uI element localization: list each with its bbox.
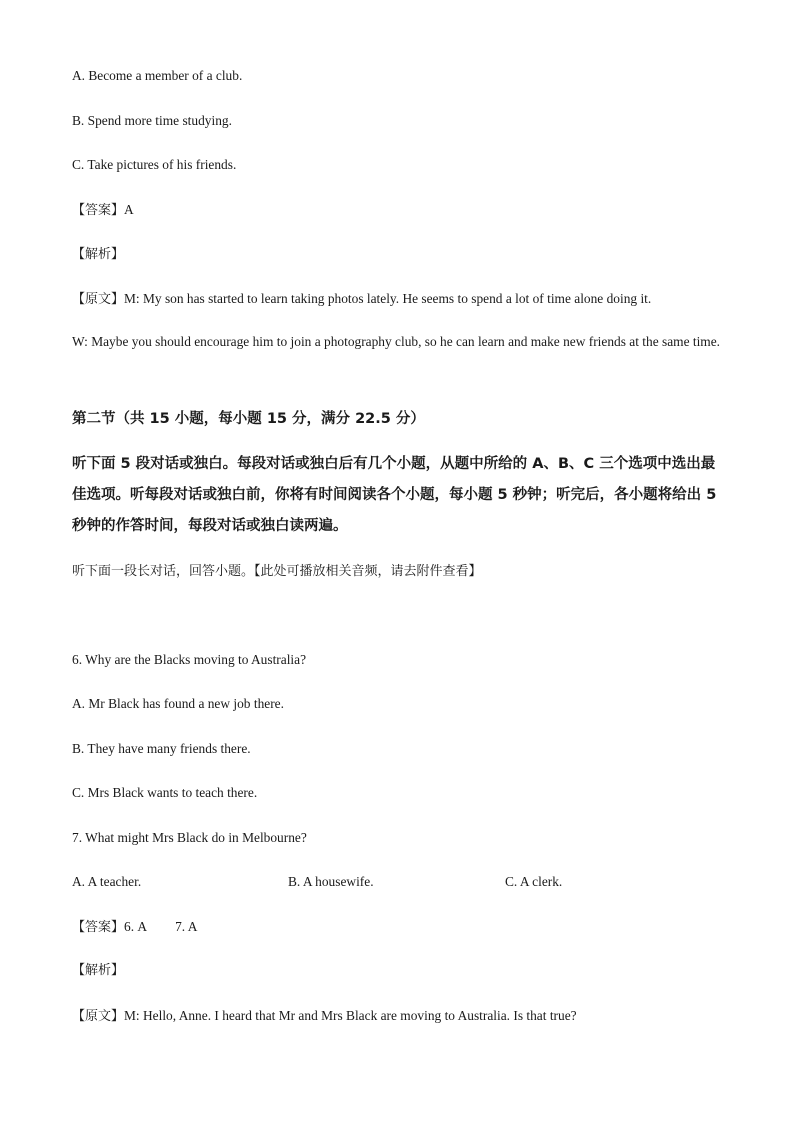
- answer-tag: 【答案】: [72, 920, 125, 935]
- transcript-m-text: M: Hello, Anne. I heard that Mr and Mrs Black are moving to Australia. Is that true?: [124, 1008, 577, 1023]
- answer-value: A: [124, 202, 134, 217]
- q6-option-b: B. They have many friends there.: [72, 741, 251, 756]
- q6-option-a: A. Mr Black has found a new job there.: [72, 696, 284, 711]
- answers-67-analysis-tag: 【解析】: [72, 963, 125, 978]
- answer-6: 6. A: [124, 919, 148, 934]
- q5-option-b: B. Spend more time studying.: [72, 113, 232, 128]
- q7-question: 7. What might Mrs Black do in Melbourne?: [72, 830, 307, 845]
- answer-7: 7. A: [175, 919, 198, 934]
- transcript-tag: 【原文】: [72, 292, 125, 307]
- q5-transcript-w: W: Maybe you should encourage him to join a photography club, so he can learn and make new friends at the same time.: [72, 334, 721, 349]
- q5-answer-line: [72, 201, 134, 220]
- transcript-m-text: M: My son has started to learn taking photos lately. He seems to spend a lot of time alone doing it.: [124, 291, 652, 306]
- q5-analysis-tag: 【解析】: [72, 247, 125, 262]
- q6-option-c: C. Mrs Black wants to teach there.: [72, 785, 258, 800]
- answer-tag: 【答案】: [72, 203, 125, 218]
- q5-option-c: C. Take pictures of his friends.: [72, 157, 237, 172]
- answers-67-transcript-m: [72, 1007, 577, 1026]
- q5-option-a: A. Become a member of a club.: [72, 68, 243, 83]
- q7-option-b: B. A housewife.: [288, 874, 374, 889]
- q7-option-a: A. A teacher.: [72, 874, 142, 889]
- transcript-tag: 【原文】: [72, 1009, 125, 1024]
- q5-transcript-m: [72, 290, 651, 309]
- audio-note: 听下面一段长对话，回答小题。【此处可播放相关音频，请去附件查看】: [72, 564, 482, 579]
- q7-option-c: C. A clerk.: [505, 874, 563, 889]
- section2-heading: 第二节（共 15 小题，每小题 15 分，满分 22.5 分）: [72, 411, 425, 427]
- section2-instructions: 听下面 5 段对话或独白。每段对话或独白后有几个小题，从题中所给的 A、B、C 三个选项中选出最佳选项。听每段对话或独白前，你将有时间阅读各个小题，每小题 5 秒钟；听完后，各小题将给出 5 秒钟的作答时间，每段对话或独白读两遍。: [72, 456, 717, 534]
- q6-question: 6. Why are the Blacks moving to Australia?: [72, 652, 307, 667]
- answers-67-line: [72, 918, 197, 937]
